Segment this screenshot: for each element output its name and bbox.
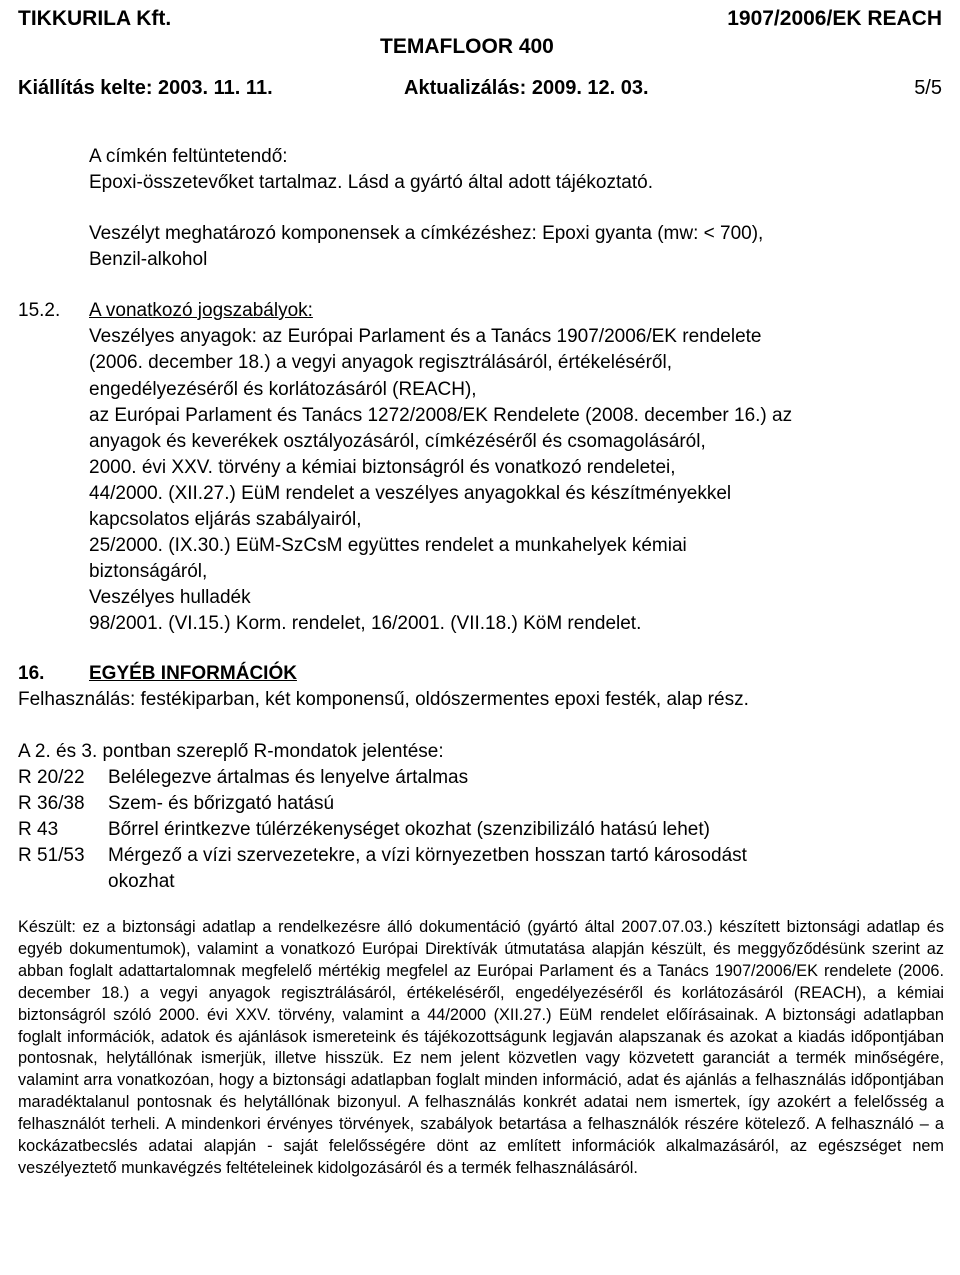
disclaimer-paragraph: Készült: ez a biztonsági adatlap a rendelkezésre álló dokumentáció (gyártó által 2007.07.03.) készített biztonsági adatlap és egyéb dokumentumok), valamint a vonatkozó Európai Direktívák útmutatása alapján készült, és meggyőződésünk szerint az abban foglalt adattartalomnak megfelelő mértékig megfelel az Európai Parlament és a Tanács 1907/2006/EK rendelete (2006. december 18.) a vegyi anyagok regisztrálásáról, értékeléséről, engedélyezéséről és korlátozásáról (REACH), a kémiai biztonságról szóló 2000. évi XXV. törvény, valamint a 44/2000 (XII.27.) EüM rendelet előírásainak. A biztonsági adatlapban foglalt információk, adatok és ajánlások ismereteink és tájékozottságunk legjaván alapszanak és azokat a kiadás időpontjában pontosnak, helytállónak ismerjük, illetve hisszük. Ez nem jelent közvetlen vagy közvetett garanciát a termék minőségére, valamint arra vonatkozóan, hogy a biztonsági adatlapban foglalt minden információ, adat és ajánlás a felhasználás időpontjában maradéktalanul pontosnak és helytállónak bizonyul. A felhasználás konkrét adatai nem ismertek, így azokért a felelősség a felhasználót terheli. A mindenkori érvényes törvények, szabályok betartása a felhasználók részére kötelező. A felhasználó – a kockázatbecslés adatai alapján - saját felelősségére dönt az említett információk alkalmazásáról, az egészséget nem veszélyeztető munkavégzés feltételeinek kidolgozásáról és a termék felhasználásáról. <box>18 918 944 1177</box>
company-name: TIKKURILA Kft. <box>18 7 172 30</box>
label-heading: A címkén feltüntetendő: <box>89 146 288 167</box>
regulation-line: (2006. december 18.) a vegyi anyagok regisztrálásáról, értékeléséről, <box>89 352 672 373</box>
r-phrase-code: R 20/22 <box>18 767 85 788</box>
update-date: Aktualizálás: 2009. 12. 03. <box>404 77 649 99</box>
regulation-line: 44/2000. (XII.27.) EüM rendelet a veszélyes anyagokkal és készítményekkel <box>89 483 732 504</box>
regulation-line: az Európai Parlament és Tanács 1272/2008/EK Rendelete (2008. december 16.) az <box>89 405 793 426</box>
section-16-number: 16. <box>18 663 45 684</box>
r-phrase-text: Bőrrel érintkezve túlérzékenységet okozhat (szenzibilizáló hatású lehet) <box>108 819 710 840</box>
r-phrase-text: Mérgező a vízi szervezetekre, a vízi környezetben hosszan tartó károsodást <box>108 845 747 866</box>
page-number: 5/5 <box>914 77 942 99</box>
regulation-line: Veszélyes anyagok: az Európai Parlament és a Tanács 1907/2006/EK rendelete <box>89 326 762 347</box>
r-phrase-text-cont: okozhat <box>108 871 175 892</box>
regulation-line: 2000. évi XXV. törvény a kémiai biztonságról és vonatkozó rendeletei, <box>89 457 676 478</box>
section-15-2-title: A vonatkozó jogszabályok: <box>89 300 313 321</box>
r-phrase-code: R 43 <box>18 819 59 840</box>
r-phrase-text: Belélegezve ártalmas és lenyelve ártalmas <box>108 767 469 788</box>
r-phrase-text: Szem- és bőrizgató hatású <box>108 793 335 814</box>
r-phrases-intro: A 2. és 3. pontban szereplő R-mondatok jelentése: <box>18 741 444 762</box>
regulation-line: engedélyezéséről és korlátozásáról (REACH), <box>89 379 477 400</box>
regulation-line: 98/2001. (VI.15.) Korm. rendelet, 16/2001. (VII.18.) KöM rendelet. <box>89 613 642 634</box>
product-name: TEMAFLOOR 400 <box>380 35 554 58</box>
r-phrase-code: R 51/53 <box>18 845 85 866</box>
regulation-reference: 1907/2006/EK REACH <box>727 7 942 30</box>
label-components: Veszélyt meghatározó komponensek a címkézéshez: Epoxi gyanta (mw: < 700), <box>89 223 764 244</box>
label-components-cont: Benzil-alkohol <box>89 249 208 270</box>
regulation-line: kapcsolatos eljárás szabályairól, <box>89 509 362 530</box>
regulation-line: anyagok és keverékek osztályozásáról, címkézéséről és csomagolásáról, <box>89 431 706 452</box>
issue-date: Kiállítás kelte: 2003. 11. 11. <box>18 77 273 99</box>
r-phrase-code: R 36/38 <box>18 793 85 814</box>
label-text: Epoxi-összetevőket tartalmaz. Lásd a gyártó által adott tájékoztató. <box>89 172 653 193</box>
section-15-2-number: 15.2. <box>18 300 61 321</box>
regulation-line: Veszélyes hulladék <box>89 587 251 608</box>
regulation-line: biztonságáról, <box>89 561 208 582</box>
section-16-title: EGYÉB INFORMÁCIÓK <box>89 663 297 684</box>
usage-text: Felhasználás: festékiparban, két komponensű, oldószermentes epoxi festék, alap rész. <box>18 689 749 710</box>
regulation-line: 25/2000. (IX.30.) EüM-SzCsM együttes rendelet a munkahelyek kémiai <box>89 535 687 556</box>
